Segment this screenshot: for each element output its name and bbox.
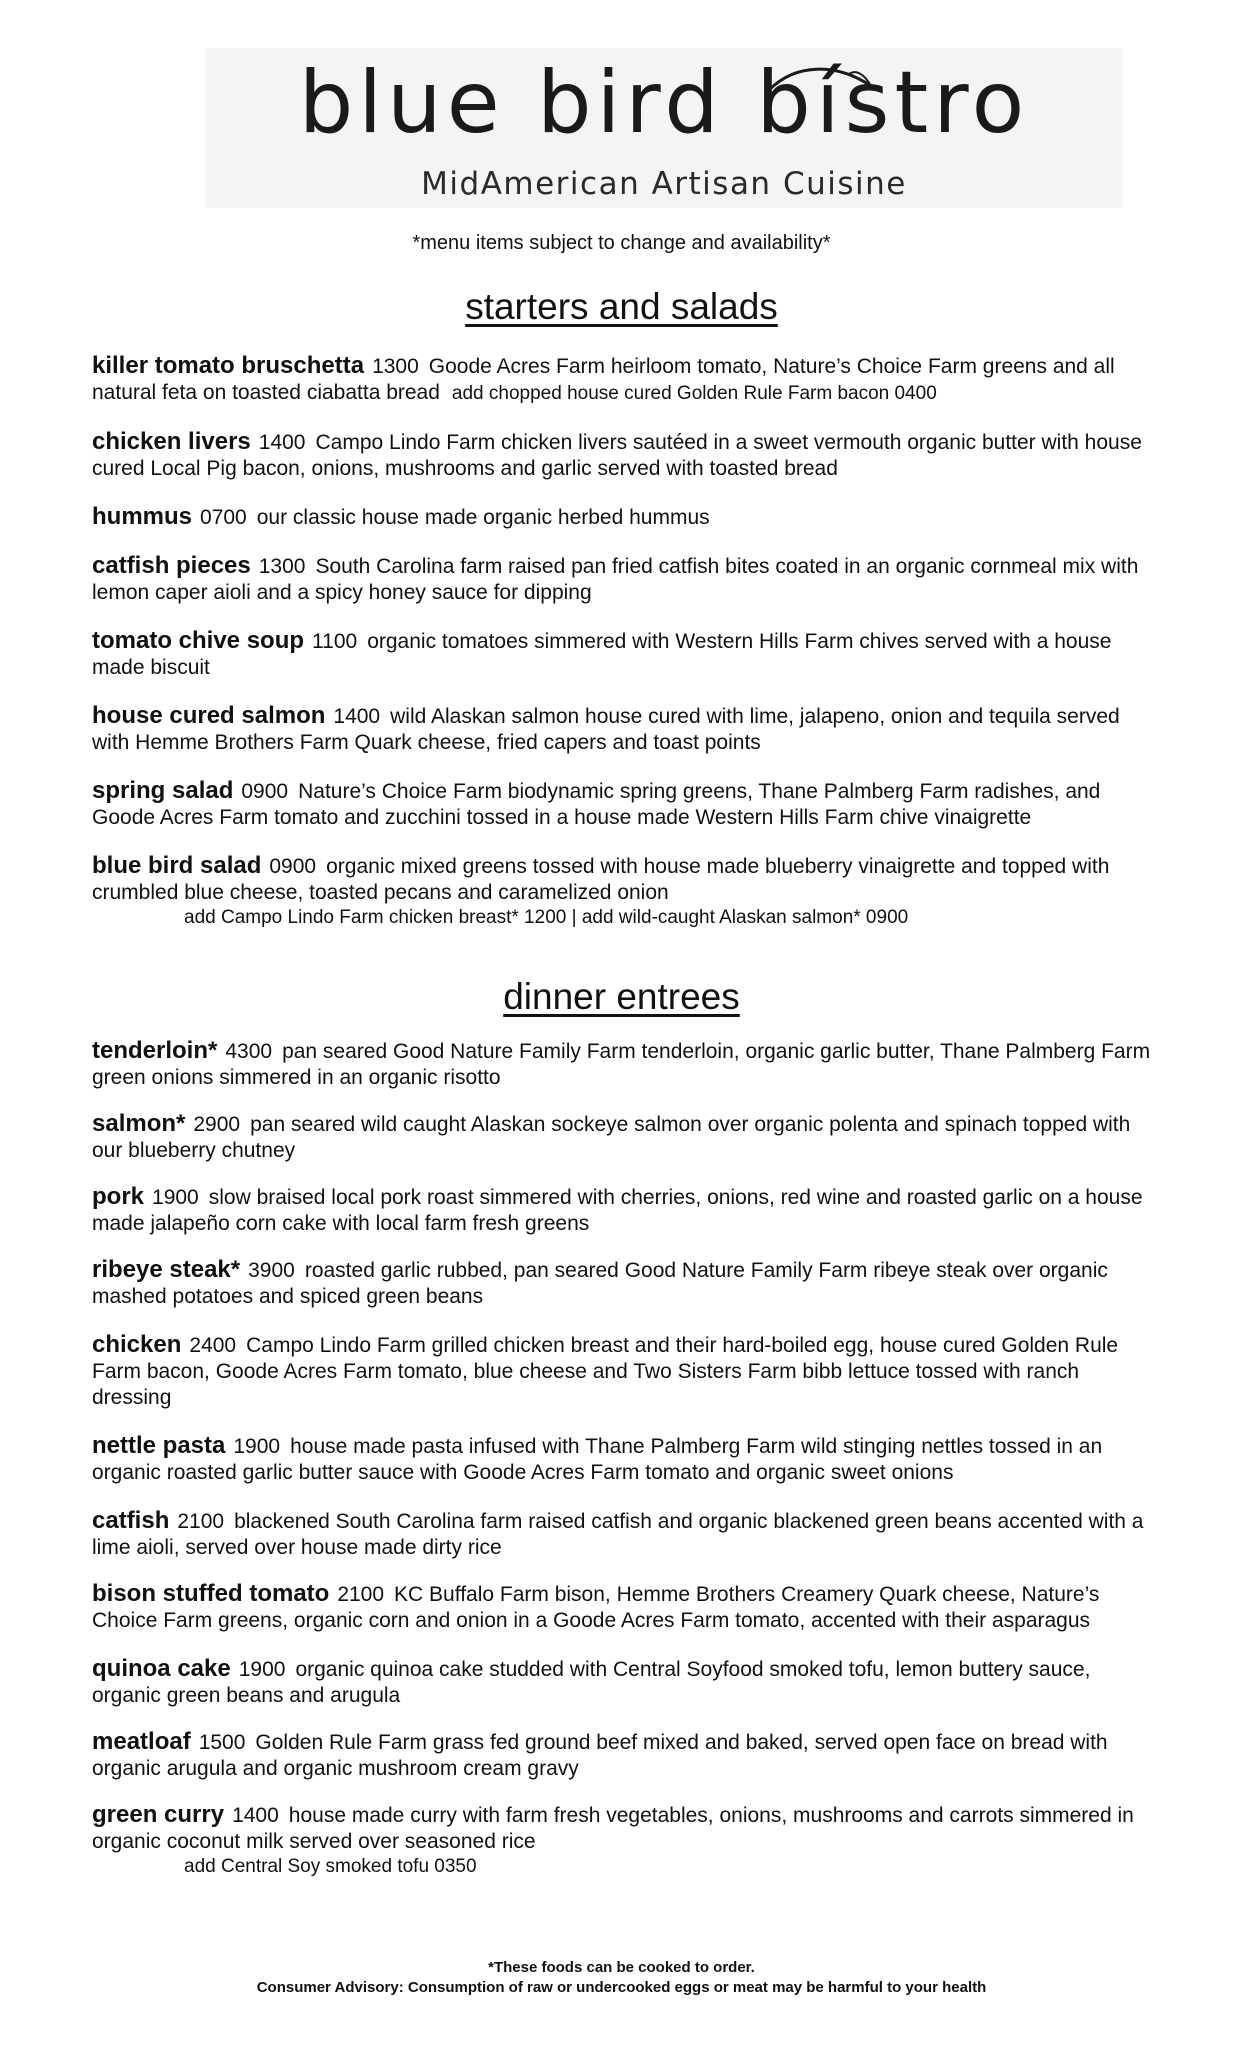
item-description: Goode Acres Farm heirloom tomato, Nature’s Choice Farm greens and all natural feta on toasted ciabatta bread <box>92 355 1115 404</box>
menu-item <box>92 1184 1152 1237</box>
item-price: 0700 <box>200 506 247 529</box>
item-name: nettle pasta <box>92 1432 226 1459</box>
item-name: killer tomato bruschetta <box>92 352 365 379</box>
item-price: 1100 <box>312 630 358 653</box>
item-price: 0900 <box>269 855 317 878</box>
item-name: spring salad <box>92 777 234 804</box>
footer <box>0 1958 1243 1998</box>
item-name: catfish <box>92 1507 170 1534</box>
menu-item <box>92 1257 1152 1310</box>
item-name: ribeye steak* <box>92 1256 241 1283</box>
item-description: South Carolina farm raised pan fried catfish bites coated in an organic cornmeal mix with lemon caper aioli and a spicy honey sauce for dipping <box>92 555 1139 604</box>
item-description: our classic house made organic herbed hummus <box>256 506 710 529</box>
item-name: bison stuffed tomato <box>92 1580 330 1607</box>
restaurant-name: blue bird bístro <box>298 53 1030 153</box>
item-name: hummus <box>92 503 193 530</box>
item-name: salmon* <box>92 1110 186 1137</box>
item-price: 1900 <box>238 1658 286 1681</box>
starters-list <box>92 353 1152 952</box>
item-price: 2900 <box>193 1113 241 1136</box>
item-price: 2100 <box>177 1510 225 1533</box>
item-price: 2100 <box>337 1583 385 1606</box>
section-title-starters: starters and salads <box>465 286 778 327</box>
item-description: house made pasta infused with Thane Palmberg Farm wild stinging nettles tossed in an organic roasted garlic butter sauce with Goode Acres Farm tomato and organic sweet onions <box>92 1435 1103 1484</box>
menu-item <box>92 504 1152 531</box>
menu-item <box>92 628 1152 681</box>
item-name: green curry <box>92 1801 225 1828</box>
item-name: chicken livers <box>92 428 251 455</box>
item-name: meatloaf <box>92 1728 191 1755</box>
item-description: house made curry with farm fresh vegetables, onions, mushrooms and carrots simmered in organic coconut milk served over seasoned rice <box>92 1804 1134 1853</box>
section-title-dinner: dinner entrees <box>503 976 740 1017</box>
dinner-list <box>92 1038 1152 1901</box>
item-price: 1400 <box>333 705 381 728</box>
item-price: 1900 <box>233 1435 281 1458</box>
menu-item <box>92 353 1152 407</box>
menu-item <box>92 1332 1152 1411</box>
item-name: tenderloin* <box>92 1037 218 1064</box>
item-description: KC Buffalo Farm bison, Hemme Brothers Creamery Quark cheese, Nature’s Choice Farm greens, organic corn and onion in a Goode Acres Farm tomato, accented with their asparagus <box>92 1583 1100 1632</box>
item-price: 0900 <box>241 780 289 803</box>
item-price: 1900 <box>152 1186 199 1209</box>
item-price: 1500 <box>198 1731 246 1754</box>
menu-item <box>92 1729 1152 1782</box>
item-addon: add Central Soy smoked tofu 0350 <box>184 1856 477 1877</box>
menu-item <box>92 1433 1152 1486</box>
item-description: pan seared wild caught Alaskan sockeye salmon over organic polenta and spinach topped with our blueberry chutney <box>92 1113 1131 1162</box>
menu-item <box>92 1581 1152 1634</box>
item-price: 3900 <box>248 1259 295 1282</box>
item-description: wild Alaskan salmon house cured with lime, jalapeno, onion and tequila served with Hemme Brothers Farm Quark cheese, fried capers and toast points <box>92 705 1120 754</box>
menu-item <box>92 853 1152 930</box>
item-description: Nature’s Choice Farm biodynamic spring greens, Thane Palmberg Farm radishes, and Goode Acres Farm tomato and zucchini tossed in a house made Western Hills Farm chive vinaigrette <box>92 780 1101 829</box>
item-description: Golden Rule Farm grass fed ground beef mixed and baked, served open face on bread with organic arugula and organic mushroom cream gravy <box>92 1731 1108 1780</box>
availability-note: *menu items subject to change and availability* <box>412 232 831 254</box>
item-description: organic quinoa cake studded with Central Soyfood smoked tofu, lemon buttery sauce, organic green beans and arugula <box>92 1658 1091 1707</box>
item-name: pork <box>92 1183 145 1210</box>
item-description: blackened South Carolina farm raised catfish and organic blackened green beans accented with a lime aioli, served over house made dirty rice <box>92 1510 1144 1559</box>
item-description: pan seared Good Nature Family Farm tenderloin, organic garlic butter, Thane Palmberg Farm green onions simmered in an organic risotto <box>92 1040 1151 1089</box>
item-description: slow braised local pork roast simmered with cherries, onions, red wine and roasted garlic on a house made jalapeño corn cake with local farm fresh greens <box>92 1186 1143 1235</box>
item-name: house cured salmon <box>92 702 326 729</box>
cooked-to-order-note: *These foods can be cooked to order. <box>488 1959 755 1976</box>
item-addon: add Campo Lindo Farm chicken breast* 1200 | add wild-caught Alaskan salmon* 0900 <box>184 907 909 928</box>
item-price: 1300 <box>372 355 419 378</box>
menu-item <box>92 1508 1152 1561</box>
item-price: 1400 <box>258 431 306 454</box>
menu-item <box>92 553 1152 606</box>
item-name: catfish pieces <box>92 552 251 579</box>
menu-item <box>92 1802 1152 1879</box>
item-name: blue bird salad <box>92 852 262 879</box>
menu-item <box>92 778 1152 831</box>
menu-item <box>92 429 1152 482</box>
item-name: quinoa cake <box>92 1655 231 1682</box>
menu-item <box>92 703 1152 756</box>
bird-icon <box>765 60 875 100</box>
item-description: roasted garlic rubbed, pan seared Good Nature Family Farm ribeye steak over organic mashed potatoes and spiced green beans <box>92 1259 1108 1308</box>
item-description: organic mixed greens tossed with house made blueberry vinaigrette and topped with crumbled blue cheese, toasted pecans and caramelized onion <box>92 855 1110 904</box>
logo <box>205 48 1123 208</box>
consumer-advisory: Consumer Advisory: Consumption of raw or undercooked eggs or meat may be harmful to your health <box>256 1979 987 1996</box>
item-addon: add chopped house cured Golden Rule Farm bacon 0400 <box>451 383 937 404</box>
item-price: 4300 <box>225 1040 273 1063</box>
item-name: chicken <box>92 1331 182 1358</box>
restaurant-tagline: MidAmerican Artisan Cuisine <box>421 166 907 202</box>
menu-item <box>92 1656 1152 1709</box>
item-price: 1400 <box>232 1804 279 1827</box>
item-description: organic tomatoes simmered with Western Hills Farm chives served with a house made biscuit <box>92 630 1112 679</box>
item-description: Campo Lindo Farm chicken livers sautéed in a sweet vermouth organic butter with house cured Local Pig bacon, onions, mushrooms and garlic served with toasted bread <box>92 431 1142 480</box>
menu-item <box>92 1111 1152 1164</box>
item-price: 1300 <box>258 555 306 578</box>
item-name: tomato chive soup <box>92 627 305 654</box>
item-price: 2400 <box>189 1334 237 1357</box>
item-description: Campo Lindo Farm grilled chicken breast and their hard-boiled egg, house cured Golden Rule Farm bacon, Goode Acres Farm tomato, blue cheese and Two Sisters Farm bibb lettuce tossed with ranch dressing <box>92 1334 1119 1409</box>
menu-item <box>92 1038 1152 1091</box>
